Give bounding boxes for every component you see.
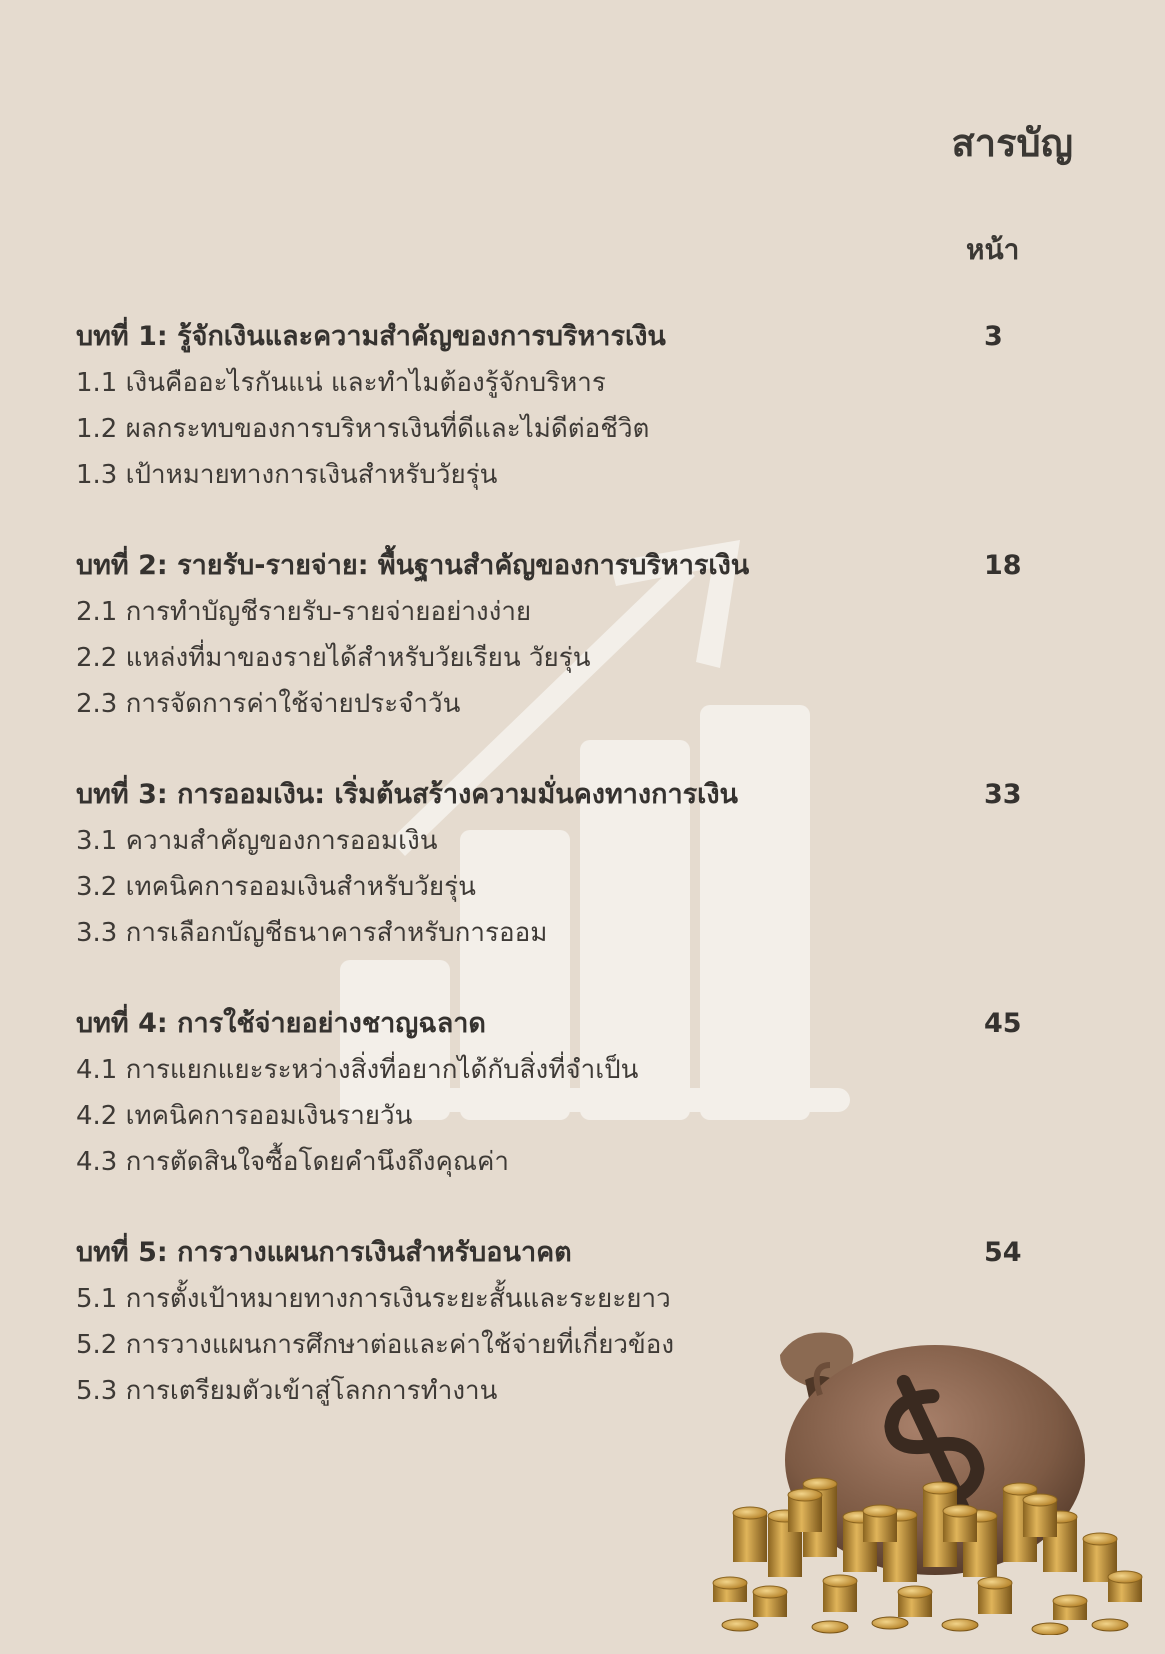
chapter-page-number[interactable]: 3 [984,321,1003,352]
section-item[interactable]: 3.3 การเลือกบัญชีธนาคารสำหรับการออม [76,918,548,948]
section-item[interactable]: 5.3 การเตรียมตัวเข้าสู่โลกการทำงาน [76,1376,498,1406]
chapter-heading[interactable]: บทที่ 2: รายรับ-รายจ่าย: พื้นฐานสำคัญของการบริหารเงิน [76,550,750,581]
section-item[interactable]: 1.2 ผลกระทบของการบริหารเงินที่ดีและไม่ดีต่อชีวิต [76,414,650,444]
section-item[interactable]: 3.1 ความสำคัญของการออมเงิน [76,826,438,856]
chapter-heading[interactable]: บทที่ 5: การวางแผนการเงินสำหรับอนาคต [76,1237,572,1268]
section-item[interactable]: 2.2 แหล่งที่มาของรายได้สำหรับวัยเรียน วัยรุ่น [76,643,591,673]
chapter-2 [76,543,1036,727]
chapter-1 [76,314,1036,498]
section-item[interactable]: 4.2 เทคนิคการออมเงินรายวัน [76,1101,413,1131]
chapter-page-number[interactable]: 54 [984,1237,1022,1268]
chapter-page-number[interactable]: 45 [984,1008,1022,1039]
section-item[interactable]: 4.3 การตัดสินใจซื้อโดยคำนึงถึงคุณค่า [76,1147,510,1177]
section-item[interactable]: 4.1 การแยกแยะระหว่างสิ่งที่อยากได้กับสิ่งที่จำเป็น [76,1055,639,1085]
chapter-4 [76,1001,1036,1185]
chapter-heading[interactable]: บทที่ 1: รู้จักเงินและความสำคัญของการบริหารเงิน [76,321,666,352]
section-item[interactable]: 1.3 เป้าหมายทางการเงินสำหรับวัยรุ่น [76,460,498,490]
chapter-3 [76,772,1036,956]
chapter-heading[interactable]: บทที่ 3: การออมเงิน: เริ่มต้นสร้างความมั่นคงทางการเงิน [76,779,738,810]
section-item[interactable]: 1.1 เงินคืออะไรกันแน่ และทำไมต้องรู้จักบริหาร [76,368,606,398]
chapter-page-number[interactable]: 18 [984,550,1022,581]
section-item[interactable]: 5.2 การวางแผนการศึกษาต่อและค่าใช้จ่ายที่เกี่ยวข้อง [76,1330,675,1360]
section-item[interactable]: 5.1 การตั้งเป้าหมายทางการเงินระยะสั้นและระยะยาว [76,1284,671,1314]
chapter-heading[interactable]: บทที่ 4: การใช้จ่ายอย่างชาญฉลาด [76,1008,486,1039]
section-item[interactable]: 2.3 การจัดการค่าใช้จ่ายประจำวัน [76,689,461,719]
page-title: สารบัญ [951,121,1073,165]
section-item[interactable]: 2.1 การทำบัญชีรายรับ-รายจ่ายอย่างง่าย [76,597,532,627]
section-item[interactable]: 3.2 เทคนิคการออมเงินสำหรับวัยรุ่น [76,872,476,902]
page-column-header: หน้า [966,233,1020,266]
chapter-page-number[interactable]: 33 [984,779,1022,810]
money-bag-coins-icon [710,1325,1145,1635]
